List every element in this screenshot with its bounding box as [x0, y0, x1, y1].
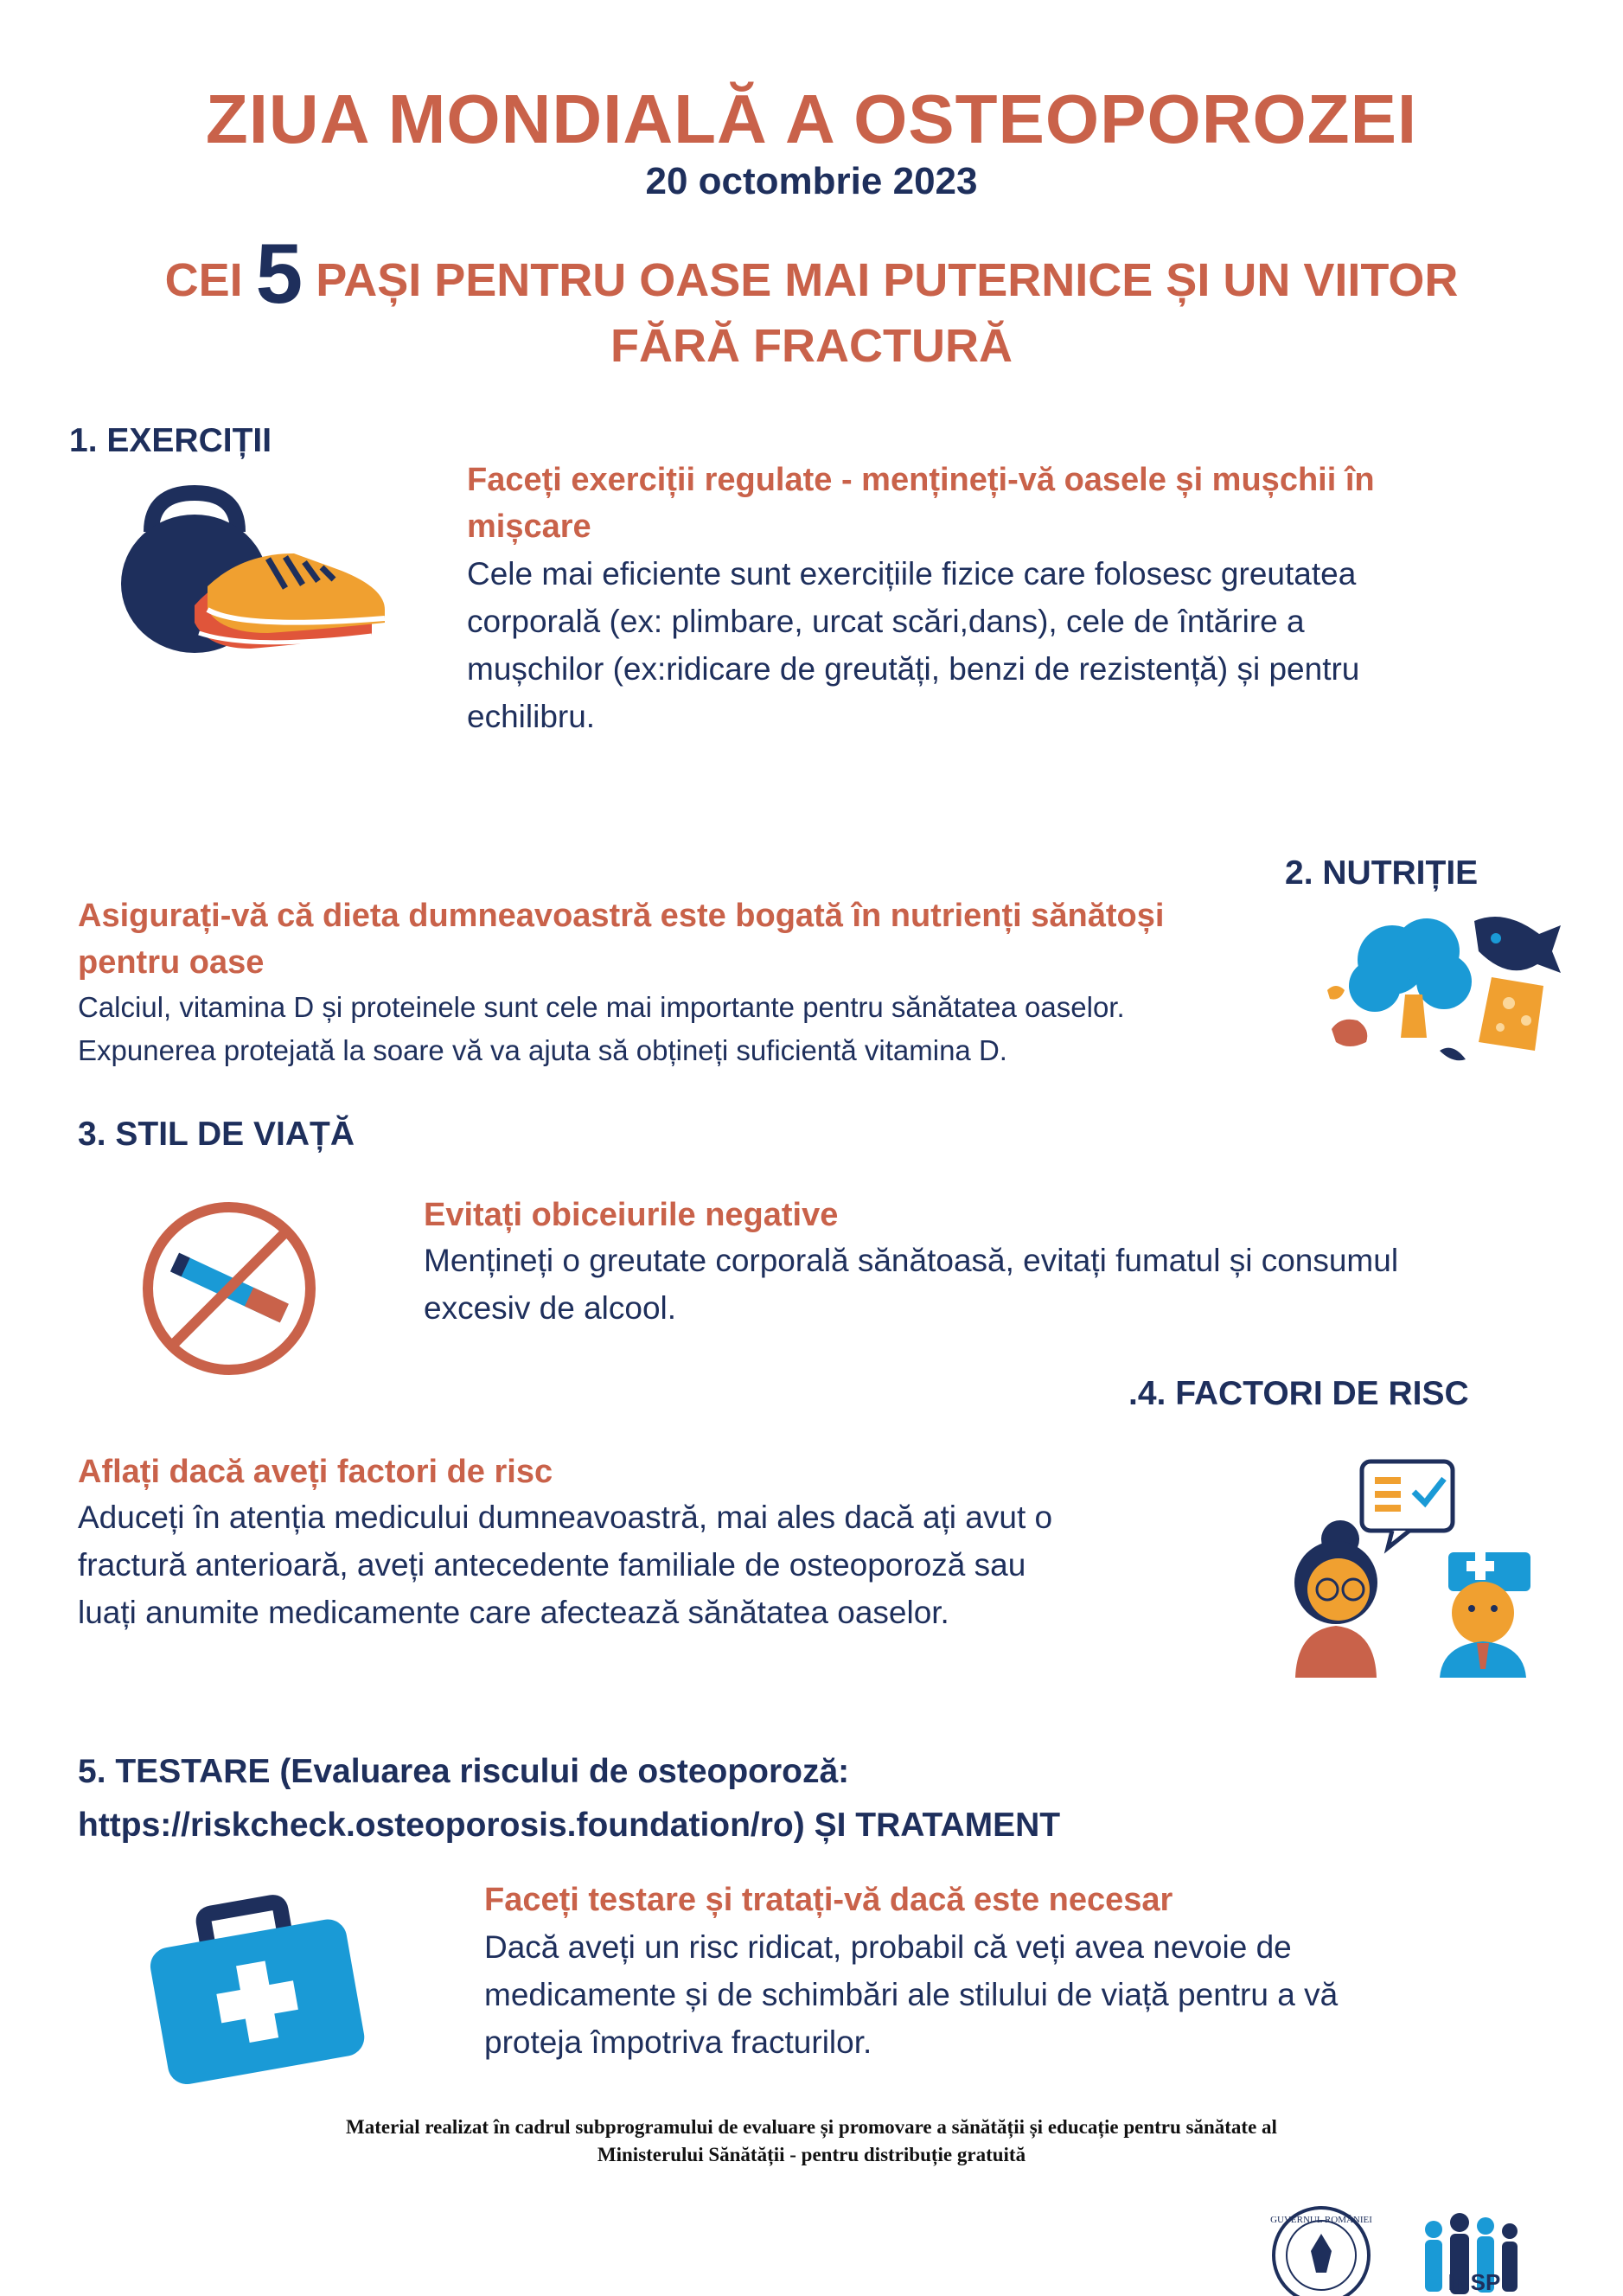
body-line: Calciul, vitamina D și proteinele sunt cele mai importante pentru sănătatea oaselor. — [78, 991, 1125, 1023]
section-exercitii-body — [467, 550, 1539, 740]
gov-seal-text: GUVERNUL ROMÂNIEI — [1270, 2215, 1372, 2225]
section-stil-body — [424, 1237, 1548, 1332]
body-line: Mențineți o greutate corporală sănătoasă, evitați fumatul și consumul — [424, 1243, 1399, 1278]
section-nutritie-body — [78, 986, 1306, 1072]
section-risc-lead: Aflați dacă aveți factori de risc — [78, 1454, 553, 1490]
food-nutrition-icon — [1323, 899, 1565, 1072]
page-subtitle — [86, 226, 1537, 379]
lead-line: Asigurați-vă că dieta dumneavoastră este bogată în nutrienți sănătoși — [78, 898, 1165, 934]
section-exercitii-lead — [467, 457, 1539, 550]
body-line: medicamente și de schimbări ale stilului de viață pentru a vă — [484, 1977, 1339, 2012]
footer-note — [0, 2114, 1623, 2169]
event-date: 20 octombrie 2023 — [645, 160, 978, 202]
doctor-patient-icon — [1280, 1453, 1539, 1678]
section-exercitii-heading: 1. EXERCIȚII — [69, 422, 272, 459]
lead-line: mișcare — [467, 508, 591, 545]
body-line: excesiv de alcool. — [424, 1290, 677, 1326]
section-risc-body — [78, 1493, 1167, 1636]
section-stil-heading: 3. STIL DE VIAȚĂ — [78, 1116, 355, 1153]
footer-line: Ministerului Sănătății - pentru distribuție gratuită — [597, 2144, 1026, 2165]
lead-line: pentru oase — [78, 944, 265, 981]
body-line: corporală (ex: plimbare, urcat scări,dans), cele de întărire a — [467, 604, 1305, 639]
body-line: fractură anterioară, aveți antecedente familiale de osteoporoză sau — [78, 1547, 1026, 1583]
subtitle-number: 5 — [255, 226, 304, 321]
risk-check-link[interactable]: https://riskcheck.osteoporosis.foundation/ro) ȘI TRATAMENT — [78, 1807, 1061, 1844]
subtitle-pre: CEI — [164, 254, 243, 306]
body-line: mușchilor (ex:ridicare de greutăți, benzi de rezistență) și pentru — [467, 651, 1360, 687]
body-line: Aduceți în atenția medicului dumneavoastră, mai ales dacă ați avut o — [78, 1500, 1053, 1535]
lead-line: Faceți exerciții regulate - mențineți-vă oasele și mușchii în — [467, 462, 1375, 498]
subtitle-post: PAȘI PENTRU OASE MAI PUTERNICE ȘI UN VIITOR — [316, 254, 1459, 306]
section-risc-heading: .4. FACTORI DE RISC — [1128, 1375, 1469, 1412]
section-testare-body — [484, 1923, 1526, 2066]
heading-line: 5. TESTARE (Evaluarea riscului de osteoporoză: — [78, 1753, 850, 1790]
government-seal-logo — [1269, 2203, 1373, 2296]
insp-logo — [1418, 2203, 1530, 2296]
body-line: echilibru. — [467, 699, 596, 734]
footer-line: Material realizat în cadrul subprogramului de evaluare și promovare a sănătății și educație pentru sănătate al — [346, 2116, 1277, 2138]
page-title: ZIUA MONDIALĂ A OSTEOPOROZEI — [205, 80, 1418, 157]
body-line: Cele mai eficiente sunt exercițiile fizice care folosesc greutatea — [467, 556, 1357, 592]
first-aid-kit-icon — [138, 1894, 372, 2084]
body-line: Expunerea protejată la soare vă va ajuta să obțineți suficientă vitamina D. — [78, 1034, 1007, 1066]
section-testare-heading — [78, 1745, 1060, 1852]
body-line: luați anumite medicamente care afectează sănătatea oaselor. — [78, 1595, 949, 1630]
body-line: proteja împotriva fracturilor. — [484, 2024, 872, 2060]
subtitle-line1 — [86, 226, 1537, 321]
insp-logo-text: INSP — [1447, 2269, 1501, 2295]
section-nutritie-lead — [78, 892, 1306, 986]
body-line: Dacă aveți un risc ridicat, probabil că veți avea nevoie de — [484, 1929, 1292, 1965]
section-testare-lead: Faceți testare și tratați-vă dacă este necesar — [484, 1882, 1173, 1918]
kettlebell-sneakers-icon — [112, 484, 389, 666]
no-smoking-icon — [138, 1198, 320, 1379]
section-nutritie-heading: 2. NUTRIȚIE — [1285, 854, 1479, 892]
section-stil-lead: Evitați obiceiurile negative — [424, 1197, 839, 1233]
subtitle-line2: FĂRĂ FRACTURĂ — [610, 320, 1013, 372]
